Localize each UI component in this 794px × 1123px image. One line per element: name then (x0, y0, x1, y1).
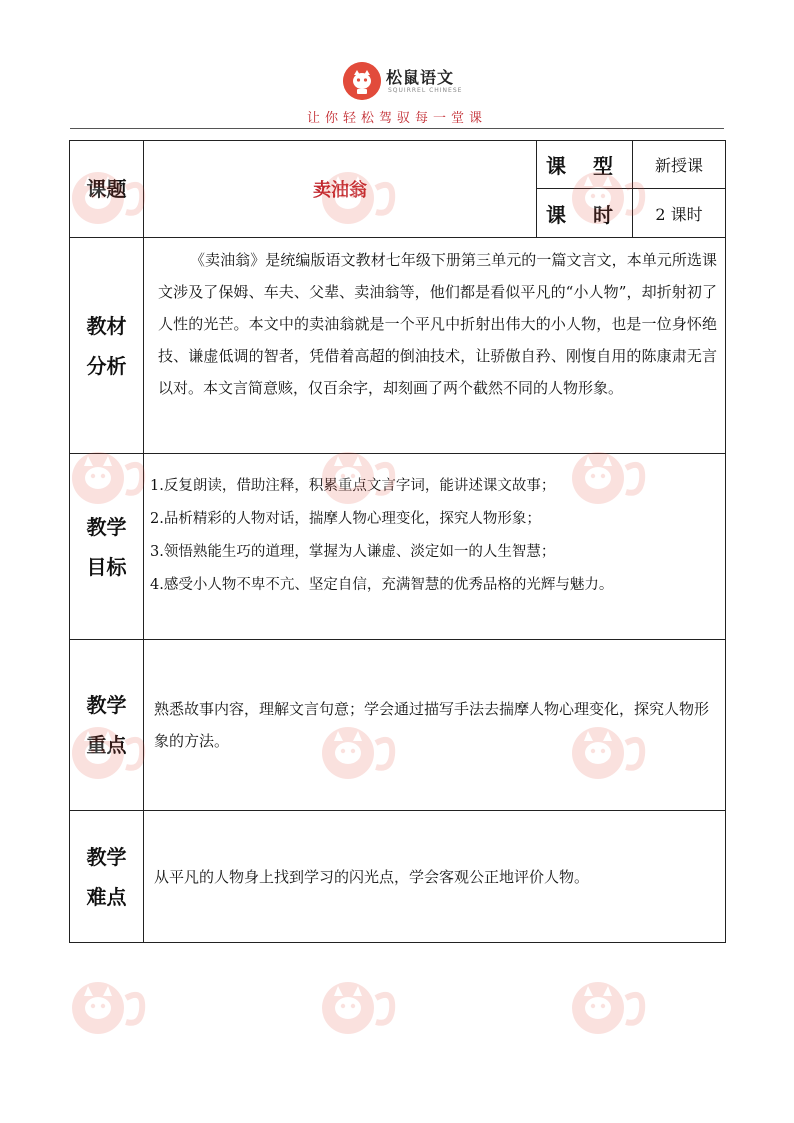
type-label: 课 型 (537, 141, 633, 189)
goal-item: 2.品析精彩的人物对话，揣摩人物心理变化，探究人物形象； (150, 511, 541, 527)
difficulties-text: 从平凡的人物身上找到学习的闪光点，学会客观公正地评价人物。 (144, 811, 726, 943)
goal-item: 3.领悟熟能生巧的道理，掌握为人谦虚、淡定如一的人生智慧； (150, 544, 556, 560)
brand-logo (343, 62, 468, 102)
watermark-squirrel-icon (568, 970, 646, 1040)
material-label-line1: 教材 (86, 313, 127, 338)
type-value: 新授课 (633, 141, 726, 189)
squirrel-logo-icon (343, 62, 381, 100)
key-points-row (70, 640, 726, 811)
lesson-plan-table (69, 140, 726, 943)
difficulties-row (70, 811, 726, 943)
topic-label: 课题 (70, 141, 144, 238)
difficulties-label (70, 811, 144, 943)
material-label (70, 238, 144, 454)
header-divider (70, 128, 724, 129)
difficulties-label-line1: 教学 (86, 844, 127, 869)
goals-label-line1: 教学 (86, 514, 127, 539)
hours-value: 2 课时 (633, 189, 726, 238)
goal-item: 1.反复朗读，借助注释，积累重点文言字词，能讲述课文故事； (150, 478, 556, 494)
goals-label (70, 454, 144, 640)
key-points-label-line2: 重点 (86, 733, 127, 757)
watermark-squirrel-icon (68, 970, 146, 1040)
page-header (0, 60, 794, 130)
key-points-label-line1: 教学 (86, 693, 127, 717)
slogan: 让你轻松驾驭每一堂课 (306, 111, 487, 126)
material-label-line2: 分析 (86, 353, 127, 378)
brand-subtitle: SQUIRREL CHINESE (388, 87, 463, 94)
watermark-squirrel-icon (318, 970, 396, 1040)
material-text: 《卖油翁》是统编版语文教材七年级下册第三单元的一篇文言文，本单元所选课文涉及了保姆、车夫、父辈、卖油翁等，他们都是看似平凡的“小人物”，却折射初了人性的光芒。本文中的卖油翁就是一个平凡中折射出伟大的小人物，也是一位身怀绝技、谦虚低调的智者，凭借着高超的倒油技术，让骄傲自矜、刚愎自用的陈康肃无言以对。本文言简意赅，仅百余字，却刻画了两个截然不同的人物形象。 (144, 238, 726, 454)
goals-list (144, 454, 726, 640)
lesson-title: 卖油翁 (144, 141, 537, 238)
key-points-text: 熟悉故事内容，理解文言句意；学会通过描写手法去揣摩人物心理变化，探究人物形象的方法。 (144, 640, 726, 811)
hours-label: 课 时 (537, 189, 633, 238)
goals-row (70, 454, 726, 640)
topic-row (70, 141, 726, 189)
goals-label-line2: 目标 (86, 554, 127, 579)
key-points-label (70, 640, 144, 811)
goal-item: 4.感受小人物不卑不亢、坚定自信，充满智慧的优秀品格的光辉与魅力。 (150, 577, 614, 593)
material-row (70, 238, 726, 454)
difficulties-label-line2: 难点 (86, 884, 127, 909)
brand-name: 松鼠语文 (386, 68, 455, 87)
